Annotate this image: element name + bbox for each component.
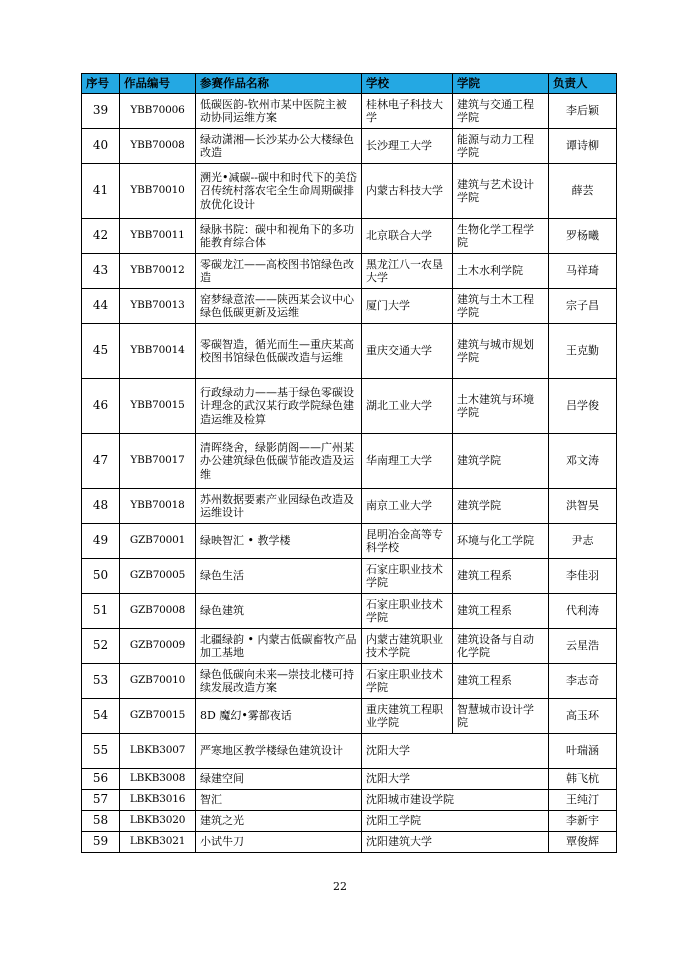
cell-college: 建筑学院: [453, 489, 549, 524]
cell-no: 40: [82, 129, 120, 164]
cell-leader: 高玉环: [549, 699, 617, 734]
cell-code: YBB70012: [120, 254, 196, 289]
cell-leader: 韩飞杭: [549, 769, 617, 790]
cell-title: 建筑之光: [196, 811, 362, 832]
cell-title: 8D 魔幻•雾都夜话: [196, 699, 362, 734]
cell-school: 重庆交通大学: [362, 324, 453, 379]
table-row: [82, 811, 617, 832]
cell-title: 零碳龙江——高校图书馆绿色改造: [196, 254, 362, 289]
cell-no: 56: [82, 769, 120, 790]
table-row: [82, 434, 617, 489]
cell-school: 黑龙江八一农垦大学: [362, 254, 453, 289]
cell-college: 环境与化工学院: [453, 524, 549, 559]
cell-title: 绿色生活: [196, 559, 362, 594]
cell-title: 绿色低碳向未来—崇技北楼可持续发展改造方案: [196, 664, 362, 699]
cell-college: 建筑设备与自动化学院: [453, 629, 549, 664]
table-row: [82, 699, 617, 734]
cell-school: 重庆建筑工程职业学院: [362, 699, 453, 734]
cell-no: 47: [82, 434, 120, 489]
cell-title: 低碳医韵-钦州市某中医院主被动协同运维方案: [196, 94, 362, 129]
cell-leader: 李后颖: [549, 94, 617, 129]
cell-leader: 薛芸: [549, 164, 617, 219]
cell-college: 建筑工程系: [453, 594, 549, 629]
cell-college: 建筑与土木工程学院: [453, 289, 549, 324]
cell-code: YBB70013: [120, 289, 196, 324]
table-row: [82, 254, 617, 289]
cell-code: GZB70010: [120, 664, 196, 699]
cell-school: 厦门大学: [362, 289, 453, 324]
cell-school: 石家庄职业技术学院: [362, 594, 453, 629]
cell-school: 沈阳大学: [362, 769, 549, 790]
cell-college: 智慧城市设计学院: [453, 699, 549, 734]
cell-school: 长沙理工大学: [362, 129, 453, 164]
cell-college: 土木建筑与环境学院: [453, 379, 549, 434]
cell-college: 建筑与交通工程学院: [453, 94, 549, 129]
cell-school: 沈阳城市建设学院: [362, 790, 549, 811]
cell-code: GZB70009: [120, 629, 196, 664]
cell-school: 石家庄职业技术学院: [362, 559, 453, 594]
table-row: [82, 664, 617, 699]
cell-title: 零碳智造，循光而生—重庆某高校图书馆绿色低碳改造与运维: [196, 324, 362, 379]
cell-no: 53: [82, 664, 120, 699]
cell-code: YBB70008: [120, 129, 196, 164]
cell-leader: 李佳羽: [549, 559, 617, 594]
cell-code: LBKB3020: [120, 811, 196, 832]
cell-code: YBB70015: [120, 379, 196, 434]
cell-no: 59: [82, 832, 120, 853]
cell-code: LBKB3016: [120, 790, 196, 811]
cell-no: 57: [82, 790, 120, 811]
cell-school: 沈阳建筑大学: [362, 832, 549, 853]
cell-college: 土木水利学院: [453, 254, 549, 289]
table-row: [82, 379, 617, 434]
cell-title: 窑梦绿意浓——陕西某会议中心绿色低碳更新及运维: [196, 289, 362, 324]
cell-school: 昆明冶金高等专科学校: [362, 524, 453, 559]
cell-leader: 尹志: [549, 524, 617, 559]
cell-code: LBKB3007: [120, 734, 196, 769]
cell-school: 沈阳工学院: [362, 811, 549, 832]
cell-school: 南京工业大学: [362, 489, 453, 524]
awards-table: [81, 73, 617, 853]
table-row: [82, 94, 617, 129]
cell-title: 绿色建筑: [196, 594, 362, 629]
table-row: [82, 324, 617, 379]
cell-school: 内蒙古科技大学: [362, 164, 453, 219]
header-code: 作品编号: [120, 74, 196, 94]
cell-leader: 覃俊辉: [549, 832, 617, 853]
cell-title: 绿建空间: [196, 769, 362, 790]
cell-no: 50: [82, 559, 120, 594]
cell-code: LBKB3008: [120, 769, 196, 790]
header-leader: 负责人: [549, 74, 617, 94]
cell-school: 北京联合大学: [362, 219, 453, 254]
cell-college: 建筑工程系: [453, 559, 549, 594]
cell-code: GZB70001: [120, 524, 196, 559]
table-row: [82, 832, 617, 853]
cell-college: 建筑与艺术设计学院: [453, 164, 549, 219]
cell-college: 建筑工程系: [453, 664, 549, 699]
cell-code: YBB70011: [120, 219, 196, 254]
cell-no: 51: [82, 594, 120, 629]
table-row: [82, 790, 617, 811]
cell-code: YBB70014: [120, 324, 196, 379]
cell-no: 55: [82, 734, 120, 769]
cell-leader: 宗子昌: [549, 289, 617, 324]
cell-no: 41: [82, 164, 120, 219]
table-row: [82, 489, 617, 524]
cell-no: 39: [82, 94, 120, 129]
cell-code: GZB70008: [120, 594, 196, 629]
cell-no: 54: [82, 699, 120, 734]
table-row: [82, 734, 617, 769]
cell-code: YBB70017: [120, 434, 196, 489]
table-row: [82, 129, 617, 164]
cell-leader: 王纯汀: [549, 790, 617, 811]
cell-college: 建筑学院: [453, 434, 549, 489]
cell-code: LBKB3021: [120, 832, 196, 853]
cell-school: 华南理工大学: [362, 434, 453, 489]
cell-school: 湖北工业大学: [362, 379, 453, 434]
cell-no: 43: [82, 254, 120, 289]
cell-code: YBB70006: [120, 94, 196, 129]
cell-school: 桂林电子科技大学: [362, 94, 453, 129]
cell-college: 建筑与城市规划学院: [453, 324, 549, 379]
header-school: 学校: [362, 74, 453, 94]
page-number: 22: [333, 880, 347, 893]
cell-no: 45: [82, 324, 120, 379]
cell-title: 北疆绿韵 • 内蒙古低碳畜牧产品加工基地: [196, 629, 362, 664]
cell-leader: 吕学俊: [549, 379, 617, 434]
cell-code: GZB70005: [120, 559, 196, 594]
cell-no: 52: [82, 629, 120, 664]
table-row: [82, 594, 617, 629]
cell-leader: 洪智昊: [549, 489, 617, 524]
cell-title: 溯光•减碳--碳中和时代下的美岱召传统村落农宅全生命周期碳排放优化设计: [196, 164, 362, 219]
cell-title: 智汇: [196, 790, 362, 811]
cell-code: YBB70018: [120, 489, 196, 524]
cell-leader: 马祥琦: [549, 254, 617, 289]
cell-leader: 云星浩: [549, 629, 617, 664]
table-header-row: [82, 74, 617, 94]
cell-leader: 叶瑞涵: [549, 734, 617, 769]
cell-title: 绿脉书院：碳中和视角下的多功能教育综合体: [196, 219, 362, 254]
cell-title: 严寒地区教学楼绿色建筑设计: [196, 734, 362, 769]
cell-code: YBB70010: [120, 164, 196, 219]
table-row: [82, 524, 617, 559]
cell-leader: 代利涛: [549, 594, 617, 629]
cell-leader: 王克勤: [549, 324, 617, 379]
cell-title: 小试牛刀: [196, 832, 362, 853]
cell-no: 44: [82, 289, 120, 324]
cell-title: 绿动潇湘—长沙某办公大楼绿色改造: [196, 129, 362, 164]
cell-leader: 邓文涛: [549, 434, 617, 489]
cell-leader: 李新宇: [549, 811, 617, 832]
cell-code: GZB70015: [120, 699, 196, 734]
cell-college: 生物化学工程学院: [453, 219, 549, 254]
cell-title: 清晖绕舍，绿影荫阁——广州某办公建筑绿色低碳节能改造及运维: [196, 434, 362, 489]
header-college: 学院: [453, 74, 549, 94]
table-row: [82, 769, 617, 790]
cell-title: 绿映智汇 • 教学楼: [196, 524, 362, 559]
table-row: [82, 219, 617, 254]
cell-title: 行政绿动力——基于绿色零碳设计理念的武汉某行政学院绿色建造运维及检算: [196, 379, 362, 434]
table-row: [82, 559, 617, 594]
cell-no: 46: [82, 379, 120, 434]
cell-no: 48: [82, 489, 120, 524]
table-row: [82, 629, 617, 664]
header-title: 参赛作品名称: [196, 74, 362, 94]
cell-leader: 罗杨曦: [549, 219, 617, 254]
cell-leader: 谭诗柳: [549, 129, 617, 164]
table-row: [82, 164, 617, 219]
cell-school: 内蒙古建筑职业技术学院: [362, 629, 453, 664]
cell-no: 58: [82, 811, 120, 832]
cell-title: 苏州数据要素产业园绿色改造及运维设计: [196, 489, 362, 524]
cell-school: 沈阳大学: [362, 734, 549, 769]
cell-school: 石家庄职业技术学院: [362, 664, 453, 699]
header-no: 序号: [82, 74, 120, 94]
cell-no: 49: [82, 524, 120, 559]
cell-no: 42: [82, 219, 120, 254]
cell-leader: 李志奇: [549, 664, 617, 699]
cell-college: 能源与动力工程学院: [453, 129, 549, 164]
table-row: [82, 289, 617, 324]
